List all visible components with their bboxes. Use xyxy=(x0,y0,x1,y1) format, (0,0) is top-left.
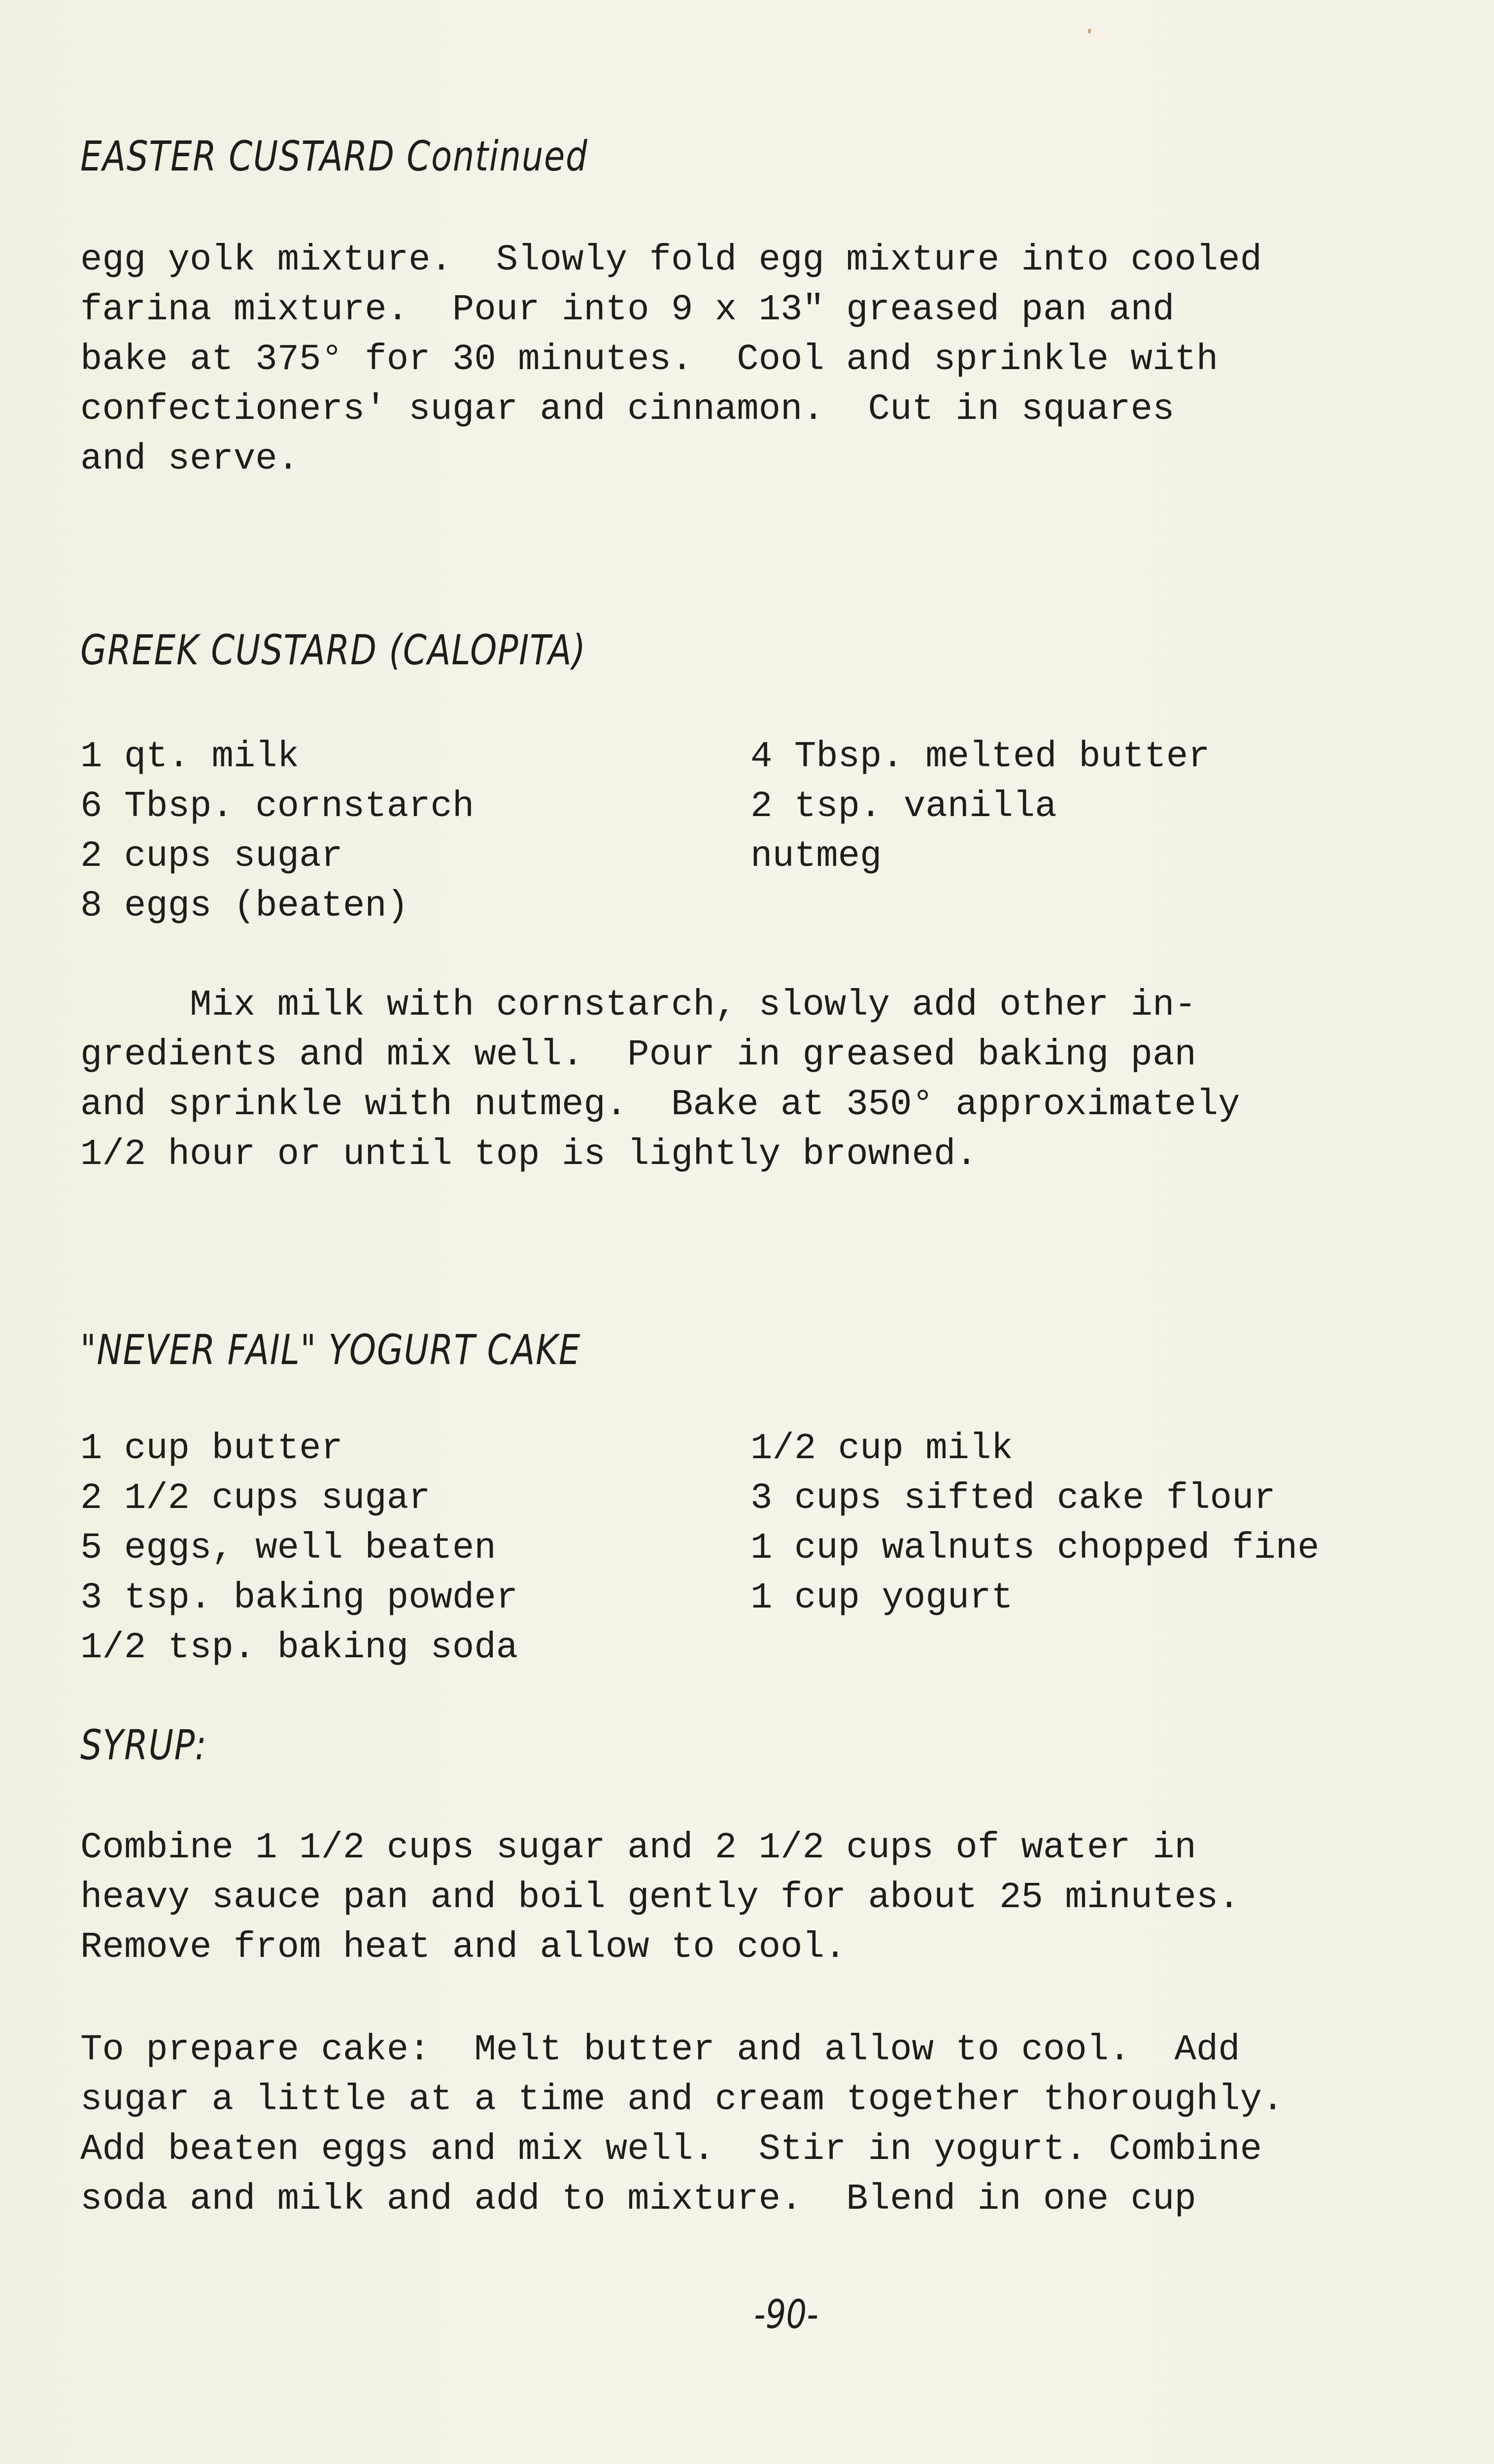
easter-custard-continued-heading: EASTER CUSTARD Continued xyxy=(80,132,588,180)
greek-custard-heading: GREEK CUSTARD (CALOPITA) xyxy=(80,626,586,674)
yogurt-cake-ingredients-left: 1 cup butter 2 1/2 cups sugar 5 eggs, well beaten 3 tsp. baking powder 1/2 tsp. baking soda xyxy=(80,1428,518,1669)
easter-custard-text: egg yolk mixture. Slowly fold egg mixture into cooled farina mixture. Pour into 9 x 13" greased pan and bake at 375° for 30 minutes. Cool and sprinkle with confectioners' sugar and cinnamon. Cut in squares and serve. xyxy=(80,240,1262,480)
syrup-heading: SYRUP: xyxy=(80,1721,207,1769)
yogurt-cake-ingredients-right: 1/2 cup milk 3 cups sifted cake flour 1 cup walnuts chopped fine 1 cup yogurt xyxy=(750,1428,1320,1619)
yogurt-cake-heading: "NEVER FAIL" YOGURT CAKE xyxy=(80,1326,581,1374)
prepare-cake-text: To prepare cake: Melt butter and allow to cool. Add sugar a little at a time and cream together thoroughly. Add beaten eggs and mix well. Stir in yogurt. Combine soda and milk and add to mixture. Blend in one cup xyxy=(80,2029,1284,2220)
paper-speck xyxy=(1088,29,1091,34)
syrup-text: Combine 1 1/2 cups sugar and 2 1/2 cups of water in heavy sauce pan and boil gently for about 25 minutes. Remove from heat and allow to cool. xyxy=(80,1827,1240,1968)
greek-custard-directions: Mix milk with cornstarch, slowly add other in- gredients and mix well. Pour in greased baking pan and sprinkle with nutmeg. Bake at 350° approximately 1/2 hour or until top is lightly browned. xyxy=(80,985,1240,1175)
greek-custard-ingredients-right: 4 Tbsp. melted butter 2 tsp. vanilla nutmeg xyxy=(750,736,1210,877)
greek-custard-ingredients-left: 1 qt. milk 6 Tbsp. cornstarch 2 cups sugar 8 eggs (beaten) xyxy=(80,736,475,927)
page-number: -90- xyxy=(754,2292,818,2337)
